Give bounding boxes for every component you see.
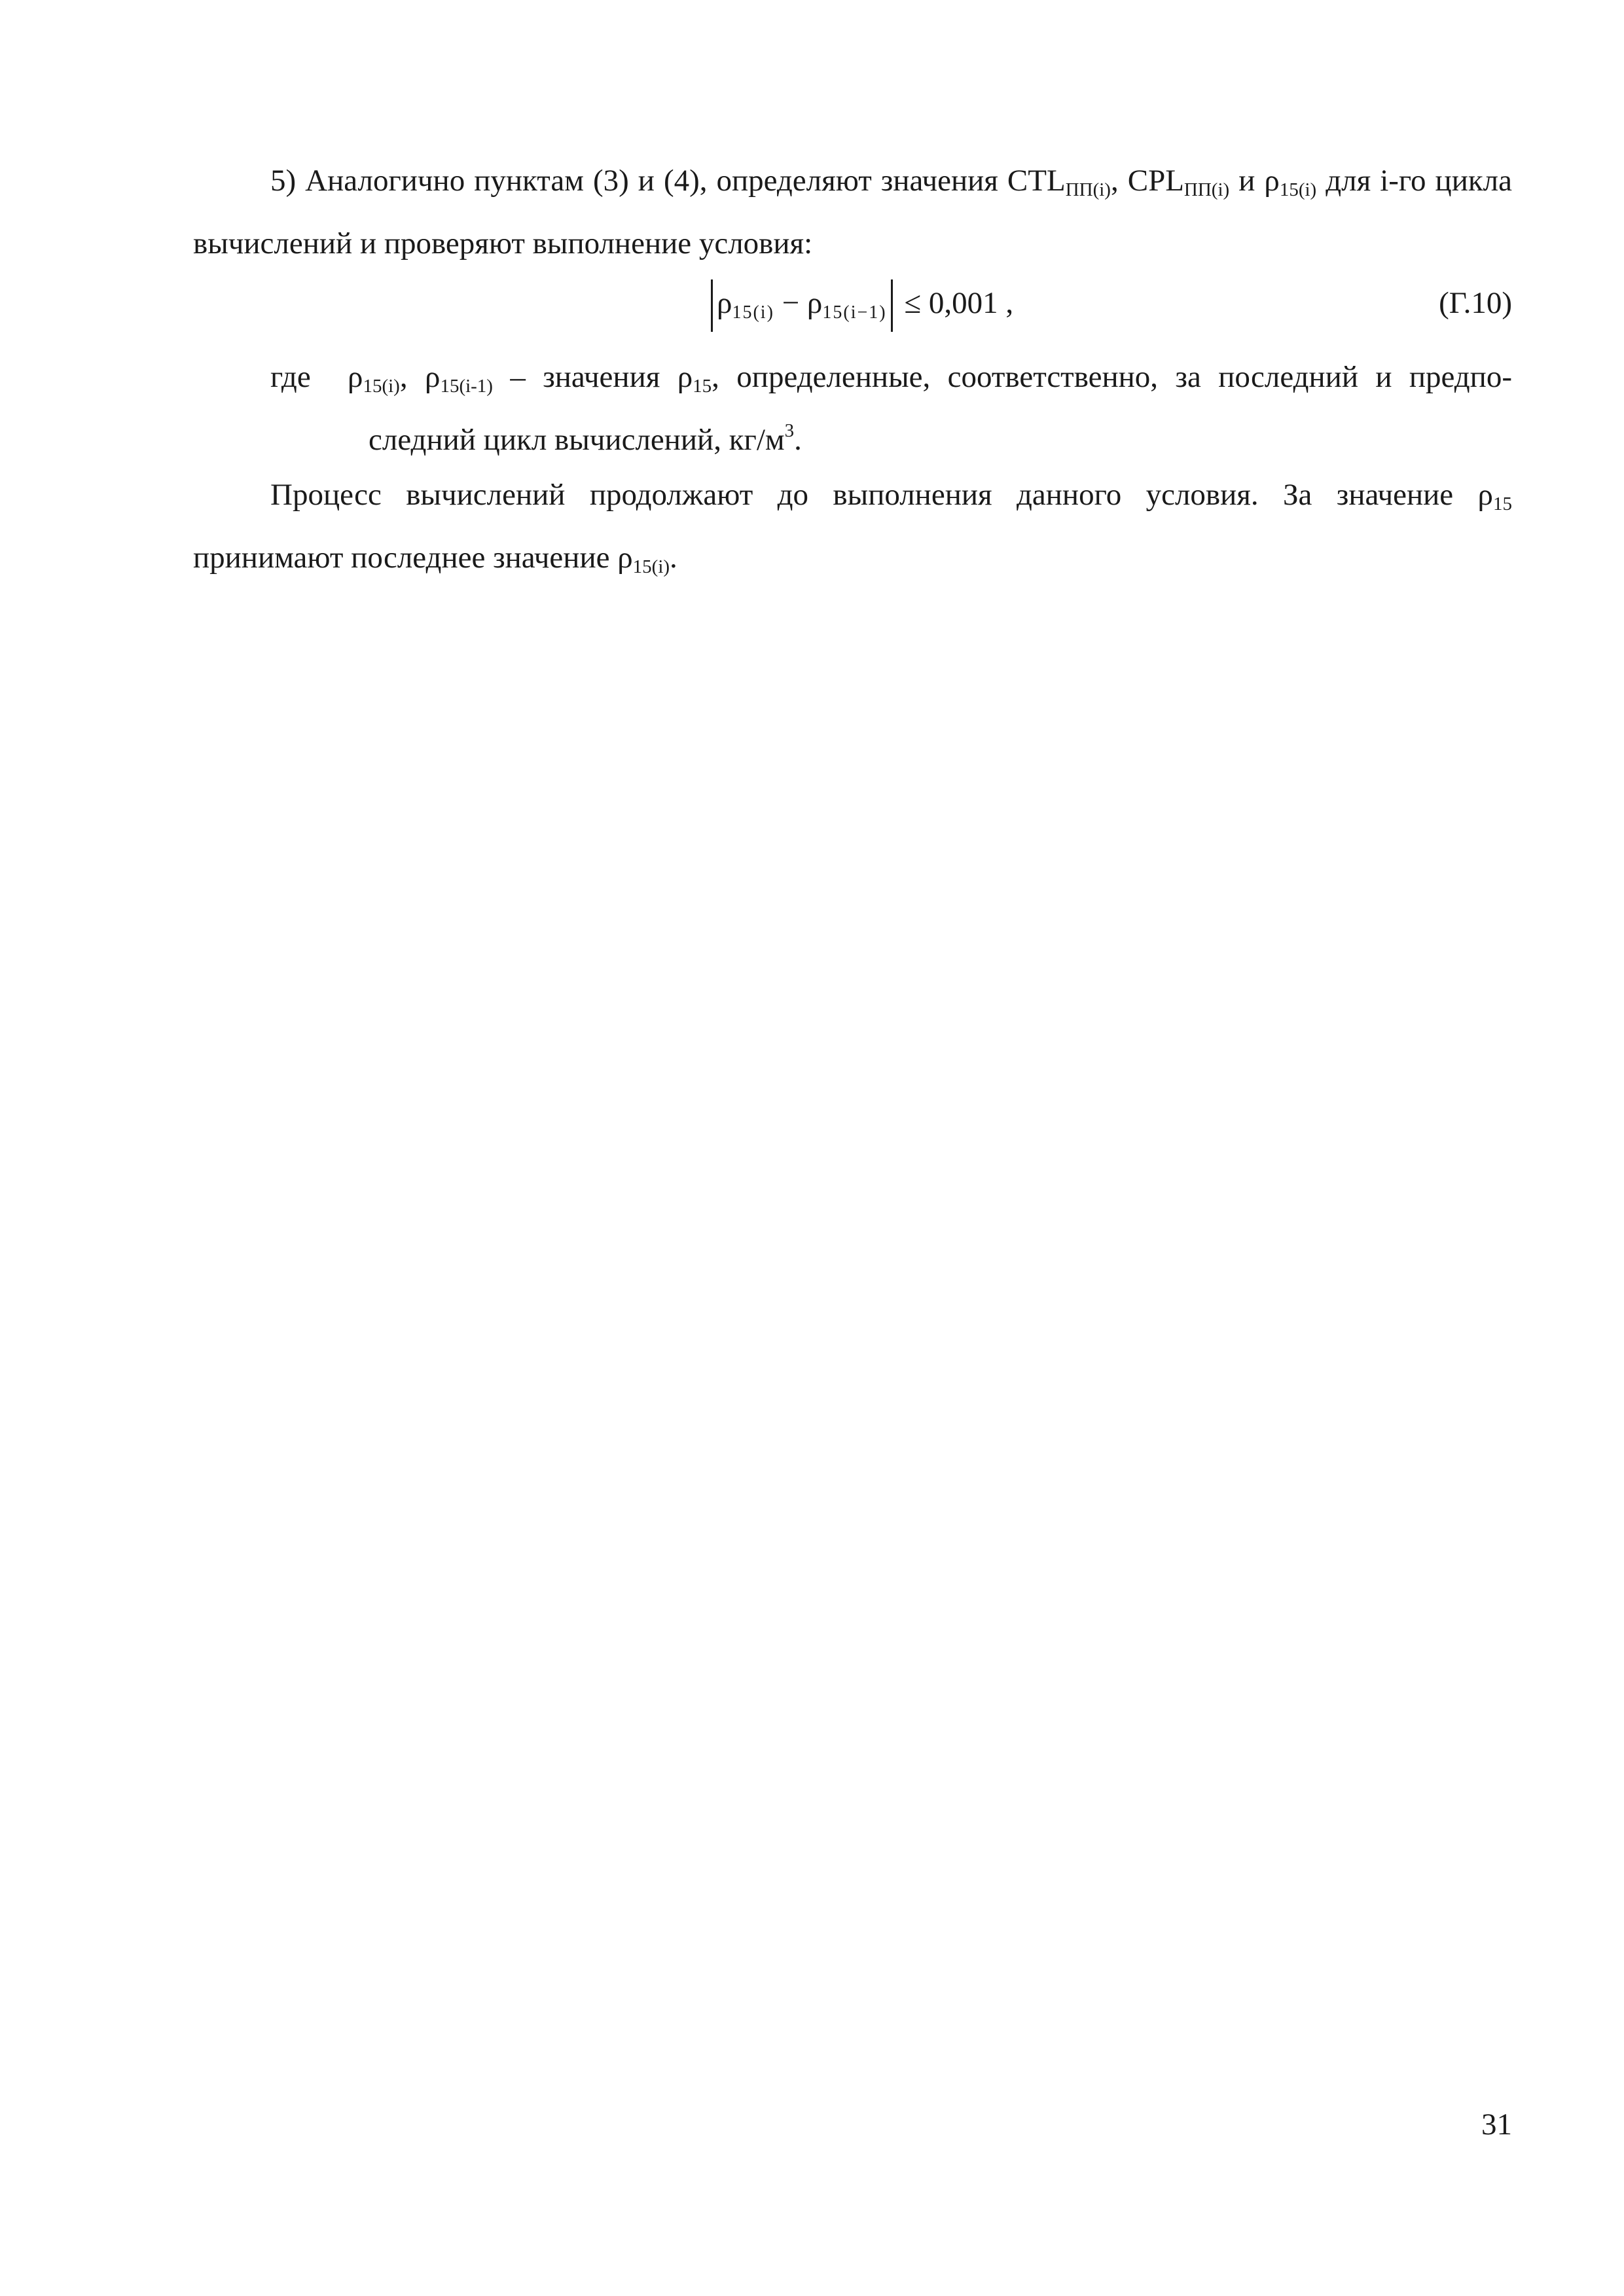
paragraph-text: и ρ [1229,164,1280,198]
subscript: 15 [693,376,712,397]
where-line-1 [270,346,1512,408]
page-number: 31 [1481,2108,1512,2142]
formula-subscript: 15(i−1) [822,302,887,323]
formula-relation: ≤ 0,001 , [896,286,1014,320]
superscript: 3 [784,420,795,441]
formula-rho: ρ [717,286,732,320]
formula-minus: − [774,286,807,320]
where-separator: , [399,360,425,394]
paragraph-text: принимают последнее значение ρ [193,541,633,575]
subscript: 15 [1493,493,1512,514]
where-text: , определенные, соответственно, за последний и предпо- [712,360,1512,394]
equation-number: (Г.10) [1439,286,1512,320]
where-text: – значения ρ [492,360,693,394]
subscript: ПП(i) [1183,179,1230,200]
where-rho: ρ [424,360,441,394]
subscript: 15(i) [1279,179,1317,200]
subscript: 15(i-1) [440,376,493,397]
where-explanation [270,346,1512,471]
subscript: 15(i) [363,376,400,397]
abs-bar-right [891,279,893,332]
where-text: . [794,423,802,457]
where-label: где [270,360,311,394]
formula-row [193,274,1512,332]
paragraph-text: Процесс вычислений продолжают до выполнения данного условия. За значение ρ [270,478,1493,512]
subscript: ПП(i) [1065,179,1111,200]
formula-subscript: 15(i) [732,302,774,323]
formula-convergence-condition [707,274,1013,332]
where-rho: ρ [348,360,363,394]
paragraph-step-5 [193,149,1512,275]
paragraph-text: , CPL [1110,164,1184,198]
paragraph-text: для i-го цикла вычислений и проверяют выполнение условия: [193,164,1512,260]
where-text: следний цикл вычислений, кг/м [369,423,785,457]
paragraph-text: . [670,541,677,575]
paragraph-process [193,463,1512,589]
subscript: 15(i) [632,556,670,577]
abs-bar-left [711,279,713,332]
formula-rho: ρ [806,286,823,320]
where-line-2 [270,408,1512,471]
paragraph-text: 5) Аналогично пунктам (3) и (4), определяют значения CTL [270,164,1066,198]
